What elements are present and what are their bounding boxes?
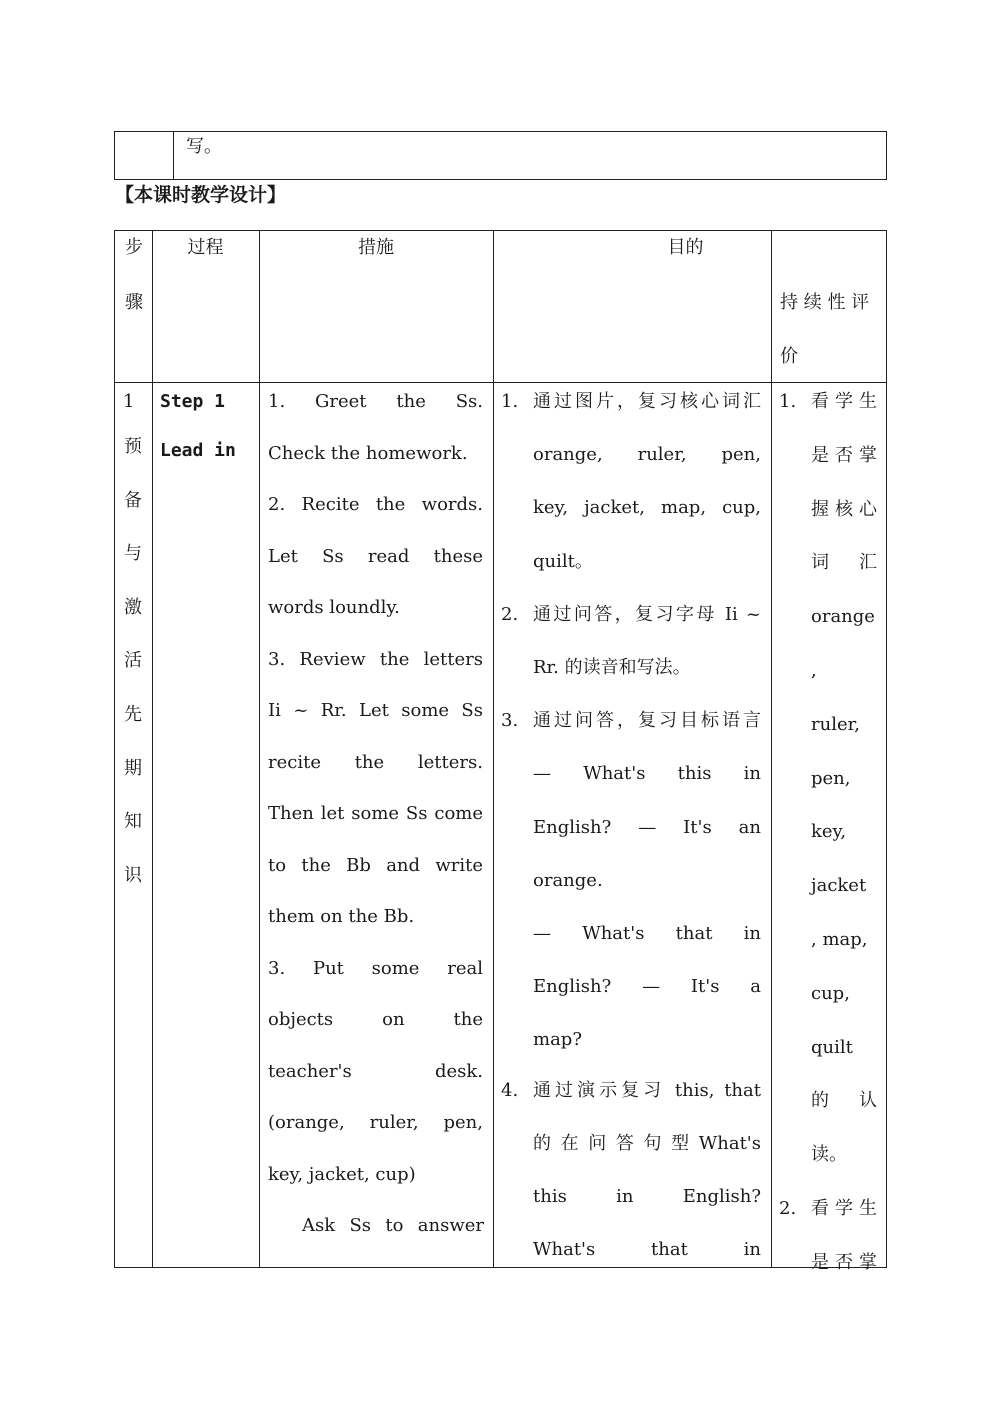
purpose-line: quilt。 (533, 550, 593, 572)
measures-line: 3. Review the letters (268, 648, 483, 670)
purpose-line: this in English? (533, 1186, 761, 1207)
measures-line: 1. Greet the Ss. (268, 391, 483, 412)
evaluation-line: 握 核 心 (811, 498, 877, 520)
process-step-label: Step 1 (160, 391, 226, 412)
purpose-line: Rr. 的读音和写法。 (533, 657, 691, 678)
header-evaluation-2: 价 (780, 346, 798, 367)
measures-line: 2. Recite the words. (268, 494, 483, 515)
purpose-line: English? — It's an (533, 816, 761, 838)
measures-line: words loundly. (268, 597, 400, 618)
measures-line: 3. Put some real (268, 957, 483, 979)
step-title-char: 预 (124, 436, 142, 457)
evaluation-item-number: 2. (779, 1198, 797, 1219)
header-purpose: 目的 (667, 237, 704, 258)
purpose-line: 通过演示复习 this, that (533, 1079, 761, 1101)
purpose-line: map? (533, 1029, 582, 1051)
evaluation-line: key, (811, 821, 847, 843)
evaluation-line: 是 否 掌 (811, 444, 877, 466)
measures-line: (orange, ruler, pen, (268, 1112, 483, 1133)
evaluation-line: quilt (811, 1036, 853, 1058)
evaluation-line: pen, (811, 767, 851, 789)
step-title-char: 备 (124, 489, 142, 511)
measures-line: Ask Ss to answer (302, 1215, 484, 1236)
evaluation-line: 看 学 生 (811, 391, 877, 412)
step-number: 1 (123, 391, 135, 412)
evaluation-line: ruler, (811, 713, 860, 735)
header-step-2: 骤 (125, 292, 143, 313)
purpose-line: 通过问答，复习目标语言 (533, 710, 761, 732)
purpose-line: English? — It's a (533, 976, 761, 998)
col-divider-2 (259, 230, 260, 1268)
evaluation-line: jacket (811, 875, 867, 897)
top-table-row (114, 131, 887, 180)
col-divider-3 (493, 230, 494, 1268)
purpose-item-number: 4. (501, 1079, 519, 1101)
header-process: 过程 (187, 237, 224, 258)
process-step-name: Lead in (160, 440, 236, 461)
purpose-line: What's that in (533, 1239, 761, 1261)
step-title-char: 知 (124, 811, 142, 833)
measures-line: Ii ~ Rr. Let some Ss (268, 700, 483, 721)
purpose-line: 通过图片，复习核心词汇 (533, 391, 761, 412)
header-measures: 措施 (358, 237, 394, 258)
top-row-text: 写。 (186, 136, 222, 157)
measures-line: them on the Bb. (268, 906, 415, 927)
evaluation-item-number: 1. (779, 391, 797, 412)
measures-line: key, jacket, cup) (268, 1163, 416, 1185)
purpose-line: orange. (533, 869, 603, 891)
step-title-char: 与 (124, 543, 142, 565)
evaluation-line: , (811, 660, 817, 681)
evaluation-line: 是 否 掌 (811, 1251, 877, 1273)
step-title-char: 期 (124, 757, 142, 779)
evaluation-line: cup, (811, 982, 850, 1004)
evaluation-line: , map, (811, 929, 868, 950)
section-heading: 【本课时教学设计】 (115, 184, 287, 206)
purpose-line: — What's this in (533, 763, 761, 785)
header-evaluation-1: 持 续 性 评 (780, 292, 870, 313)
measures-line: Let Ss read these (268, 545, 483, 567)
purpose-item-number: 2. (501, 603, 519, 625)
purpose-item-number: 1. (501, 391, 519, 412)
purpose-line: 的 在 问 答 句 型 What's (533, 1132, 761, 1154)
step-title-char: 活 (124, 650, 142, 672)
purpose-line: orange, ruler, pen, (533, 444, 761, 466)
evaluation-line: orange (811, 606, 875, 628)
evaluation-line: 词 汇 (811, 552, 877, 574)
step-title-char: 先 (124, 704, 142, 725)
header-step-1: 步 (125, 237, 143, 258)
evaluation-line: 的 认 (811, 1090, 877, 1112)
step-title-char: 识 (124, 864, 142, 886)
measures-line: objects on the (268, 1009, 483, 1030)
top-row-divider (173, 131, 174, 180)
purpose-item-number: 3. (501, 710, 519, 732)
measures-line: to the Bb and write (268, 854, 483, 876)
measures-line: recite the letters. (268, 751, 483, 773)
purpose-line: 通过问答，复习字母 Ii ~ (533, 603, 761, 625)
purpose-line: — What's that in (533, 923, 761, 944)
evaluation-line: 看 学 生 (811, 1198, 877, 1219)
measures-line: teacher's desk. (268, 1060, 483, 1082)
measures-line: Then let some Ss come (268, 803, 483, 824)
evaluation-line: 读。 (811, 1144, 847, 1166)
measures-line: Check the homework. (268, 442, 468, 464)
col-divider-4 (771, 230, 772, 1268)
step-title-char: 激 (124, 596, 142, 618)
purpose-line: key, jacket, map, cup, (533, 497, 761, 519)
